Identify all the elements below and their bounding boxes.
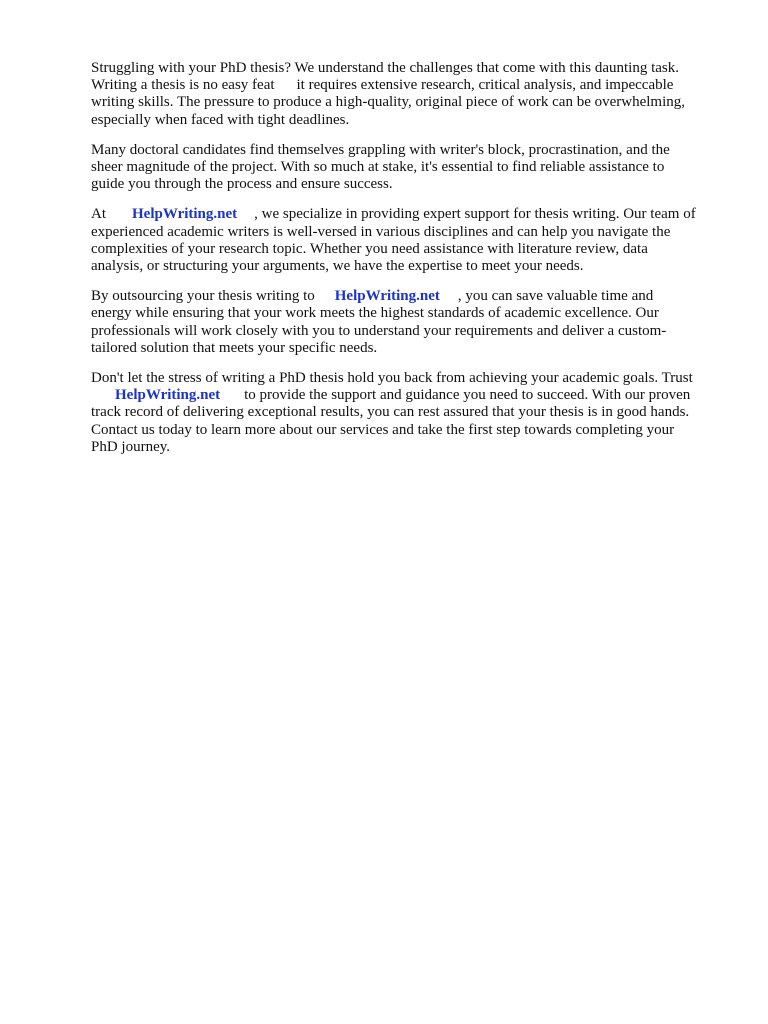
text-segment: to provide the support and guidance you need to succeed. With our proven [244,387,691,404]
text-segment: it requires extensive research, critical analysis, and impeccable [296,77,674,94]
text-line: Don't let the stress of writing a PhD thesis hold you back from achieving your academic goals. Trust [91,370,693,387]
text-segment: Writing a thesis is no easy feat [91,77,275,94]
text-line: writing skills. The pressure to produce a high-quality, original piece of work can be overwhelming, [91,94,686,111]
paragraph-outsourcing [91,288,721,357]
text-line: experienced academic writers is well-versed in various disciplines and can help you navigate the [91,223,671,240]
text-line [91,288,721,305]
text-line: complexities of your research topic. Whether you need assistance with literature review, data [91,240,648,257]
text-line [91,206,721,223]
paragraph-intro [91,60,721,129]
text-line: sheer magnitude of the project. With so much at stake, it's essential to find reliable assistance to [91,159,665,176]
text-segment: At [91,206,106,223]
text-line: professionals will work closely with you to understand your requirements and deliver a custom- [91,322,667,339]
text-line [91,77,721,94]
text-segment: , you can save valuable time and [457,288,654,305]
text-line: Struggling with your PhD thesis? We understand the challenges that come with this daunting task. [91,60,680,76]
document-body [91,60,721,469]
helpwriting-link[interactable]: HelpWriting.net [132,206,238,223]
text-line: Many doctoral candidates find themselves grappling with writer's block, procrastination, and the [91,141,670,158]
text-line: analysis, or structuring your arguments, we have the expertise to meet your needs. [91,258,584,275]
text-line [91,387,721,404]
paragraph-service [91,206,721,275]
text-line: energy while ensuring that your work meets the highest standards of academic excellence. Our [91,305,659,322]
text-segment: By outsourcing your thesis writing to [91,288,315,305]
text-line: PhD journey. [91,438,171,455]
text-line: tailored solution that meets your specific needs. [91,339,378,356]
text-line: Contact us today to learn more about our services and take the first step towards completing your [91,421,675,438]
paragraph-closing [91,370,721,456]
text-line: especially when faced with tight deadlines. [91,111,350,128]
text-line: guide you through the process and ensure success. [91,176,393,193]
text-segment: , we specialize in providing expert support for thesis writing. Our team of [254,206,696,223]
helpwriting-link[interactable]: HelpWriting.net [334,288,440,305]
helpwriting-link[interactable]: HelpWriting.net [115,387,221,404]
paragraph-challenges [91,142,721,194]
text-line: track record of delivering exceptional results, you can rest assured that your thesis is in good hands. [91,404,690,421]
